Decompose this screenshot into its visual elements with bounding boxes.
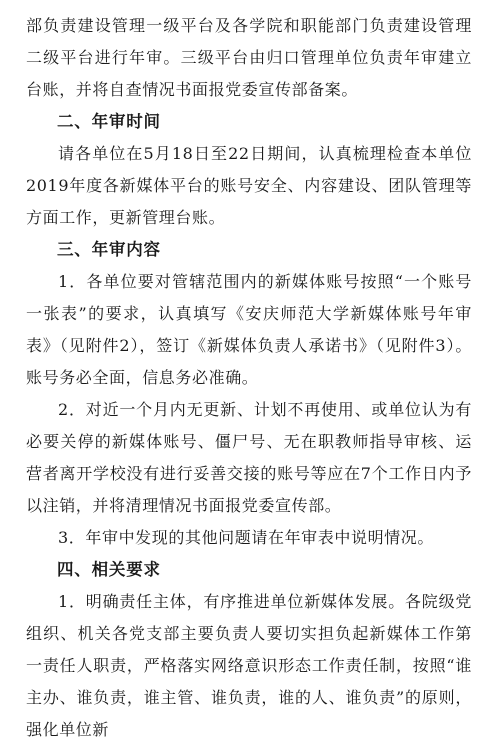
- paragraph-content-item-2: 2．对近一个月内无更新、计划不再使用、或单位认为有必要关停的新媒体账号、僵尸号、无在职教师指导审核、运营者离开学校没有进行妥善交接的账号等应在7个工作日内予以注销，并将清理情况书面报党委宣传部。: [26, 400, 472, 515]
- section-heading-schedule: 二、年审时间: [57, 112, 161, 131]
- paragraph-schedule: 请各单位在5月18日至22日期间，认真梳理检查本单位2019年度各新媒体平台的账号安全、内容建设、团队管理等方面工作，更新管理台账。: [26, 144, 472, 227]
- section-heading-requirements: 四、相关要求: [57, 560, 161, 579]
- paragraph-requirements-item-1: 1．明确责任主体，有序推进单位新媒体发展。各院级党组织、机关各党支部主要负责人要切实担负起新媒体工作第一责任人职责，严格落实网络意识形态工作责任制，按照“谁主办、谁负责，谁主管、谁负责，谁的人、谁负责”的原则，强化单位新: [26, 592, 472, 739]
- paragraph-continuation: 部负责建设管理一级平台及各学院和职能部门负责建设管理二级平台进行年审。三级平台由归口管理单位负责年审建立台账，并将自查情况书面报党委宣传部备案。: [26, 16, 472, 99]
- paragraph-content-item-1: 1．各单位要对管辖范围内的新媒体账号按照“一个账号一张表”的要求，认真填写《安庆师范大学新媒体账号年审表》（见附件2），签订《新媒体负责人承诺书》（见附件3）。账号务必全面，信息务必准确。: [26, 272, 472, 387]
- section-heading-content: 三、年审内容: [57, 240, 161, 259]
- paragraph-content-item-3: 3．年审中发现的其他问题请在年审表中说明情况。: [58, 528, 434, 547]
